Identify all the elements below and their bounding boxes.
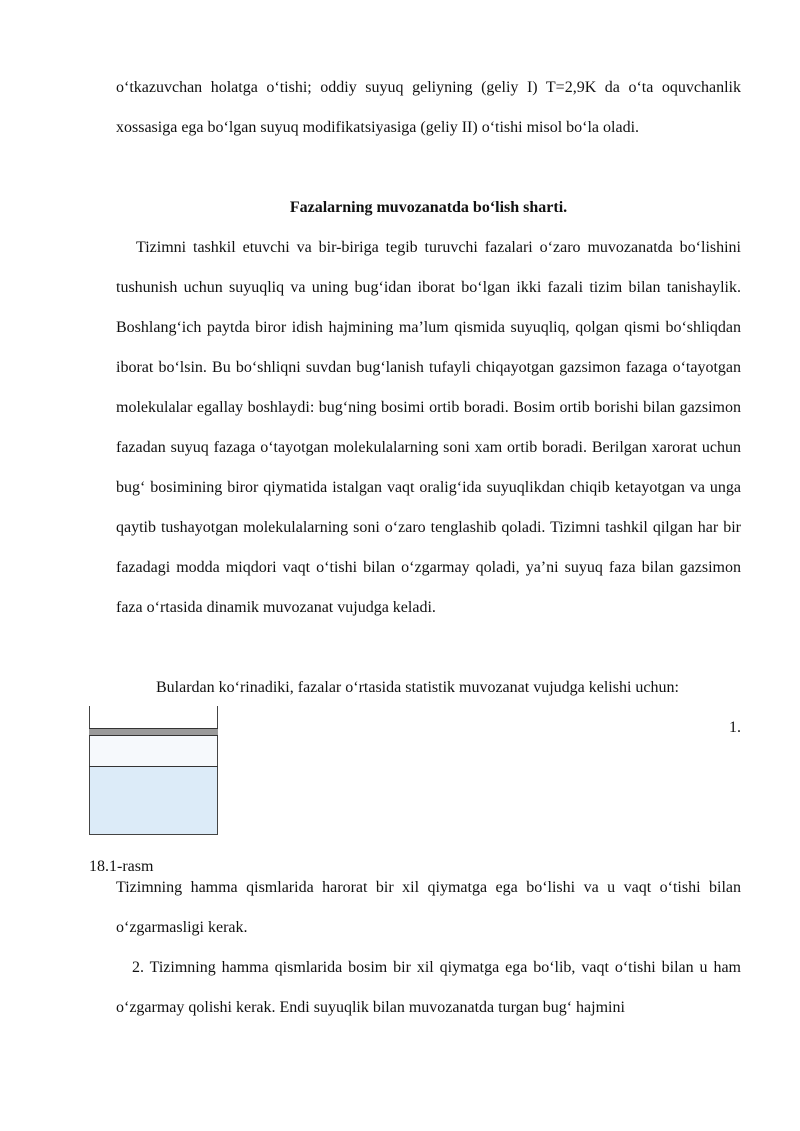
paragraph-pressure-condition: 2. Tizimning hamma qismlarida bosim bir xil qiymatga ega bo‘lib, vaqt o‘tishi bilan u ham o‘zgarmay qolishi kerak. Endi suyuqlik bilan muvozanatda turgan bug‘ hajmini — [116, 959, 741, 1016]
paragraph-two-phase-system: Tizimni tashkil etuvchi va bir-biriga tegib turuvchi fazalari o‘zaro muvozanatda bo‘lishini tushunish uchun suyuqliq va uning bug‘idan iborat bo‘lgan ikki fazali tizim bilan tanishaylik. Boshlang‘ich paytda biror idish hajmining ma’lum qismida suyuqliq, qolgan qismi bo‘shliqdan iborat bo‘lsin. Bu bo‘shliqni suvdan bug‘lanish tufayli chiqayotgan gazsimon fazaga o‘tayotgan molekulalar egallay boshlaydi: bug‘ning bosimi ortib boradi. Bosim ortib borishi bilan gazsimon fazadan suyuq fazaga o‘tayotgan molekulalarning soni xam ortib boradi. Berilgan xarorat uchun bug‘ bosimining biror qiymatida istalgan vaqt oralig‘ida suyuqlikdan chiqib ketayotgan va unga qaytib tushayotgan molekulalarning soni o‘zaro tenglashib qoladi. Tizimni tashkil qilgan har bir fazadagi modda miqdori vaqt o‘tishi bilan o‘zgarmay qoladi, ya’ni suyuq faza bilan gazsimon faza o‘rtasida dinamik muvozanat vujudga keladi. — [116, 239, 741, 616]
vessel-figure — [89, 706, 218, 835]
paragraph-temperature-condition: Tizimning hamma qismlarida harorat bir xil qiymatga ega bo‘lishi va u vaqt o‘tishi bilan o‘zgarmasligi kerak. — [116, 879, 741, 936]
vessel-bottom — [89, 834, 218, 835]
vapor-phase — [90, 736, 217, 766]
vessel-right-wall — [217, 706, 218, 835]
paragraph-equilibrium-conditions: Bulardan ko‘rinadiki, fazalar o‘rtasida statistik muvozanat vujudga kelishi uchun: — [156, 679, 679, 696]
paragraph-helium-transition: o‘tkazuvchan holatga o‘tishi; oddiy suyuq geliyning (geliy I) T=2,9K da o‘ta oquvchanlik xossasiga ega bo‘lgan suyuq modifikatsiyasiga (geliy II) o‘tishi misol bo‘la oladi. — [116, 79, 741, 136]
liquid-phase — [90, 767, 217, 834]
figure-caption: 18.1-rasm — [89, 858, 154, 875]
vessel-lid — [89, 728, 218, 736]
section-heading: Fazalarning muvozanatda bo‘lish sharti. — [289, 199, 568, 216]
list-number-1: 1. — [729, 719, 741, 736]
